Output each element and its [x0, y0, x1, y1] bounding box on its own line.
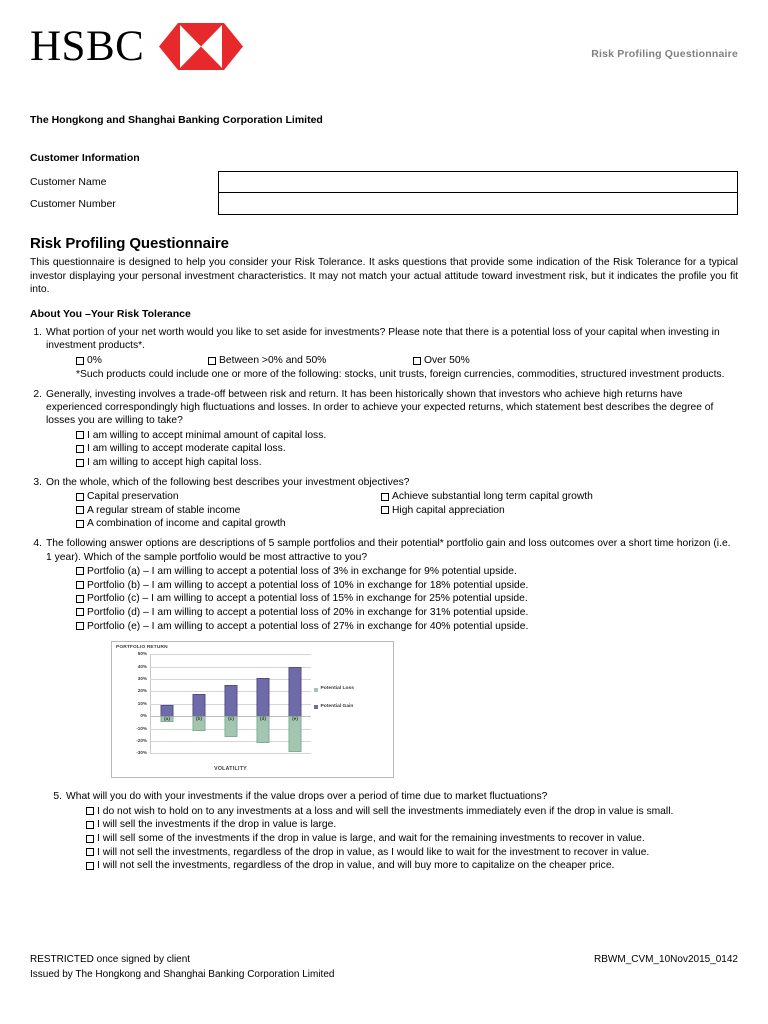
chart-bar-gain [193, 694, 206, 718]
customer-name-label: Customer Name [30, 176, 107, 188]
footer-reference-code: RBWM_CVM_10Nov2015_0142 [594, 954, 738, 965]
option-label: 0% [87, 355, 102, 367]
checkbox-icon[interactable] [76, 459, 84, 467]
question-5-options [30, 805, 738, 873]
option-q5-0[interactable] [86, 805, 738, 819]
option-q3-right-1[interactable] [381, 504, 738, 518]
about-you-heading: About You –Your Risk Tolerance [30, 307, 191, 320]
checkbox-icon[interactable] [76, 445, 84, 453]
question-2 [30, 388, 738, 470]
option-q2-2[interactable] [76, 456, 738, 470]
option-label: I will sell some of the investments if the drop in value is large, and wait for the remaining investments to recover in value. [97, 833, 645, 845]
intro-paragraph: This questionnaire is designed to help you consider your Risk Tolerance. It asks questions that provide some indication of the Risk Tolerance for a typical investor displaying your personal investment characteristics. It may not match your actual attitude toward investment risk, but it indicates the profile you fit into. [30, 257, 738, 296]
checkbox-icon[interactable] [76, 622, 84, 630]
option-label: Portfolio (a) – I am willing to accept a potential loss of 3% in exchange for 9% potential upside. [87, 565, 517, 577]
option-q5-3[interactable] [86, 846, 738, 860]
option-label: High capital appreciation [392, 504, 505, 516]
chart-gridline [150, 753, 311, 754]
option-label: I will sell the investments if the drop in value is large. [97, 819, 337, 831]
checkbox-icon[interactable] [86, 835, 94, 843]
question-4-options [30, 565, 738, 633]
option-q1-0[interactable] [76, 354, 208, 368]
page-header [30, 0, 738, 78]
option-q4-0[interactable] [76, 565, 738, 579]
checkbox-icon[interactable] [413, 357, 421, 365]
option-q1-1[interactable] [208, 354, 413, 368]
chart-bar-group [183, 654, 215, 753]
question-5 [30, 790, 738, 873]
option-q4-2[interactable] [76, 592, 738, 606]
table-row [30, 193, 738, 215]
chart-bar-group [247, 654, 279, 753]
option-label: I do not wish to hold on to any investments at a loss and will sell the investments immediately even if the drop in value is small. [97, 805, 674, 817]
checkbox-icon[interactable] [86, 821, 94, 829]
option-label: A regular stream of stable income [87, 504, 241, 516]
chart-bar-gain [289, 667, 302, 719]
chart-bar-group [151, 654, 183, 753]
checkbox-icon[interactable] [76, 493, 84, 501]
question-1-options [30, 354, 738, 368]
option-q5-2[interactable] [86, 832, 738, 846]
legend-item-gain [314, 704, 388, 710]
option-label: I am willing to accept high capital loss. [87, 457, 262, 469]
option-q4-4[interactable] [76, 620, 738, 634]
checkbox-icon[interactable] [208, 357, 216, 365]
checkbox-icon[interactable] [76, 595, 84, 603]
chart-y-tick-label: 40% [137, 663, 147, 669]
chart-y-tick-label: -30% [136, 750, 147, 756]
checkbox-icon[interactable] [76, 567, 84, 575]
footer-issuer-line: Issued by The Hongkong and Shanghai Banking Corporation Limited [30, 968, 335, 980]
option-q2-1[interactable] [76, 442, 738, 456]
customer-information-table [30, 171, 738, 215]
option-label: I will not sell the investments, regardless of the drop in value, as I would like to wait for the investment to recover in value. [97, 846, 650, 858]
question-1-number: 1. [33, 326, 42, 338]
chart-plot-area [136, 651, 311, 756]
question-4-number: 4. [33, 538, 42, 550]
option-label: Portfolio (c) – I am willing to accept a potential loss of 15% in exchange for 25% potential upside. [87, 593, 528, 605]
chart-y-tick-label: -10% [136, 725, 147, 731]
checkbox-icon[interactable] [76, 608, 84, 616]
chart-x-tick-label: (d) [259, 717, 267, 723]
option-label: Achieve substantial long term capital growth [392, 491, 593, 503]
checkbox-icon[interactable] [76, 506, 84, 514]
option-label: I am willing to accept moderate capital loss. [87, 443, 286, 455]
customer-number-label: Customer Number [30, 198, 116, 210]
question-1-footnote: *Such products could include one or more of the following: stocks, unit trusts, foreign currencies, commodities, structured investment products. [76, 369, 725, 381]
option-label: Capital preservation [87, 491, 179, 503]
customer-name-input[interactable] [218, 171, 738, 193]
question-1 [30, 326, 738, 382]
legend-label-loss: Potential Loss [320, 686, 354, 692]
chart-y-axis-title: PORTFOLIO RETURN [116, 645, 168, 651]
option-label: Between >0% and 50% [219, 355, 327, 367]
chart-bar-group [279, 654, 311, 753]
chart-bar-group [215, 654, 247, 753]
checkbox-icon[interactable] [381, 493, 389, 501]
legend-item-loss [314, 686, 388, 692]
customer-number-input[interactable] [218, 193, 738, 215]
chart-x-tick-label: (a) [164, 717, 170, 723]
hsbc-logo [30, 22, 738, 71]
legal-entity-line: The Hongkong and Shanghai Banking Corporation Limited [30, 114, 323, 126]
legend-swatch-loss [314, 688, 318, 692]
chart-x-tick-label: (b) [195, 717, 203, 723]
checkbox-icon[interactable] [86, 862, 94, 870]
option-q1-2[interactable] [413, 354, 470, 368]
legend-swatch-gain [314, 705, 318, 709]
option-q5-4[interactable] [86, 859, 738, 873]
hsbc-wordmark: HSBC [30, 23, 145, 70]
question-3-options [30, 490, 738, 531]
chart-legend [314, 686, 388, 721]
chart-x-tick-label: (e) [292, 717, 298, 723]
legend-label-gain: Potential Gain [320, 703, 354, 709]
option-label: Portfolio (e) – I am willing to accept a potential loss of 27% in exchange for 40% potential upside. [87, 620, 529, 632]
option-q4-1[interactable] [76, 579, 738, 593]
option-label: Portfolio (d) – I am willing to accept a potential loss of 20% in exchange for 31% potential upside. [87, 606, 529, 618]
footer-restricted-line: RESTRICTED once signed by client [30, 954, 191, 965]
option-q5-1[interactable] [86, 818, 738, 832]
question-4-text: The following answer options are descriptions of 5 sample portfolios and their potential* portfolio gain and loss outcomes over a short time horizon (i.e. 1 year). Which of the sample portfolio would be most attractive to you? [46, 538, 731, 563]
question-2-options [30, 429, 738, 470]
chart-bar-gain [257, 678, 270, 718]
question-1-text: What portion of your net worth would you like to set aside for investments? Please note that there is a potential loss of your capital when investing in investment products*. [46, 326, 720, 352]
question-4 [30, 537, 738, 778]
checkbox-icon[interactable] [76, 357, 84, 365]
question-5-text: What will you do with your investments if the value drops over a period of time due to market fluctuations? [66, 791, 548, 803]
question-3 [30, 476, 738, 531]
question-2-number: 2. [33, 388, 42, 400]
chart-x-tick-label: (c) [228, 717, 234, 723]
question-2-text: Generally, investing involves a trade-off between risk and return. It has been historically shown that investors who achieve high returns have experienced correspondingly high fluctuations and losses. In order to achieve your expected returns, which statement best describes the degree of losses you are willing to take? [46, 388, 714, 427]
checkbox-icon[interactable] [86, 807, 94, 815]
chart-bar-gain [225, 685, 238, 718]
chart-y-tick-label: 10% [137, 700, 147, 706]
option-q2-0[interactable] [76, 429, 738, 443]
chart-y-tick-label: 0% [140, 713, 147, 719]
option-q3-right-0[interactable] [381, 490, 738, 504]
option-label: I will not sell the investments, regardless of the drop in value, and will buy more to capitalize on the cheaper price. [97, 860, 615, 872]
header-document-title: Risk Profiling Questionnaire [591, 48, 738, 60]
page-title: Risk Profiling Questionnaire [30, 235, 229, 252]
chart-y-tick-label: 20% [137, 688, 147, 694]
option-label: I am willing to accept minimal amount of capital loss. [87, 429, 327, 441]
chart-y-tick-label: 50% [137, 651, 147, 657]
checkbox-icon[interactable] [76, 520, 84, 528]
checkbox-icon[interactable] [381, 506, 389, 514]
customer-information-heading: Customer Information [30, 152, 140, 164]
option-label: A combination of income and capital growth [87, 518, 286, 530]
hsbc-hexagon-icon [158, 22, 244, 71]
portfolio-return-chart [111, 641, 394, 778]
option-label: Over 50% [424, 355, 470, 367]
checkbox-icon[interactable] [76, 581, 84, 589]
option-q3-left-0[interactable] [76, 490, 381, 504]
page-footer [30, 953, 738, 982]
option-label: Portfolio (b) – I am willing to accept a potential loss of 10% in exchange for 18% potential upside. [87, 579, 529, 591]
option-q3-left-1[interactable] [76, 504, 381, 518]
question-5-number: 5. [53, 791, 62, 803]
table-row [30, 171, 738, 193]
chart-x-axis-title: VOLATILITY [214, 765, 247, 772]
checkbox-icon[interactable] [86, 848, 94, 856]
chart-bars [151, 654, 311, 753]
option-q4-3[interactable] [76, 606, 738, 620]
chart-y-tick-label: 30% [137, 676, 147, 682]
question-3-text: On the whole, which of the following best describes your investment objectives? [46, 476, 410, 488]
chart-y-tick-label: -20% [136, 738, 147, 743]
question-3-number: 3. [33, 476, 42, 488]
checkbox-icon[interactable] [76, 431, 84, 439]
option-q3-left-2[interactable] [76, 517, 381, 531]
